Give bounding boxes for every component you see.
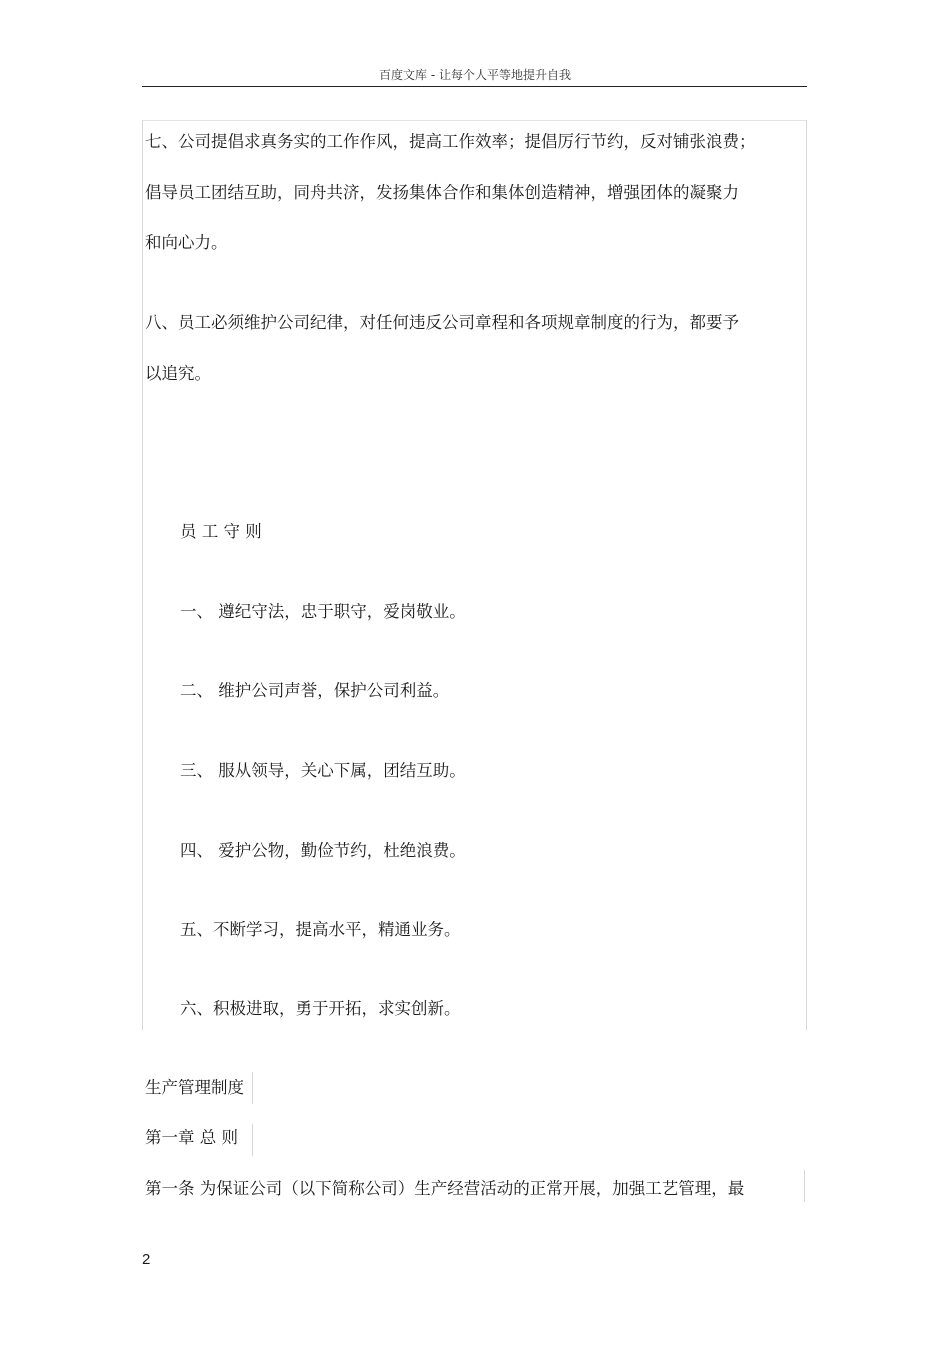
rules-title: 员 工 守 则 [180,522,262,541]
text-frame-mark [252,1124,253,1156]
rule-item-2: 二、 维护公司声誉，保护公司利益。 [180,681,450,700]
paragraph-8-line-1: 八、员工必须维护公司纪律，对任何违反公司章程和各项规章制度的行为，都要予 [145,313,739,332]
page-header: 百度文库 - 让每个人平等地提升自我 [379,68,571,82]
paragraph-8-line-2: 以追究。 [145,364,211,383]
page-number: 2 [142,1251,151,1268]
text-frame-mark [252,1072,253,1104]
rule-item-6: 六、积极进取，勇于开拓，求实创新。 [180,999,461,1018]
rule-item-1: 一、 遵纪守法，忠于职守，爱岗敬业。 [180,602,466,621]
production-title: 生产管理制度 [145,1078,244,1097]
frame-right-border [806,120,807,1030]
rule-item-3: 三、 服从领导，关心下属，团结互助。 [180,761,466,780]
frame-left-border [142,120,143,1030]
article-1-line-1: 第一条 为保证公司（以下简称公司）生产经营活动的正常开展，加强工艺管理，最 [145,1179,745,1198]
rule-item-4: 四、 爱护公物，勤俭节约，杜绝浪费。 [180,841,466,860]
frame-top-border [142,120,806,121]
chapter-heading: 第一章 总 则 [145,1128,238,1147]
paragraph-7-line-3: 和向心力。 [145,233,228,252]
text-frame-mark [804,1170,805,1202]
paragraph-7-line-2: 倡导员工团结互助，同舟共济，发扬集体合作和集体创造精神，增强团体的凝聚力 [145,183,739,202]
header-rule [142,86,807,87]
paragraph-7-line-1: 七、公司提倡求真务实的工作作风，提高工作效率；提倡厉行节约，反对铺张浪费； [145,132,756,151]
rule-item-5: 五、不断学习，提高水平，精通业务。 [180,920,461,939]
